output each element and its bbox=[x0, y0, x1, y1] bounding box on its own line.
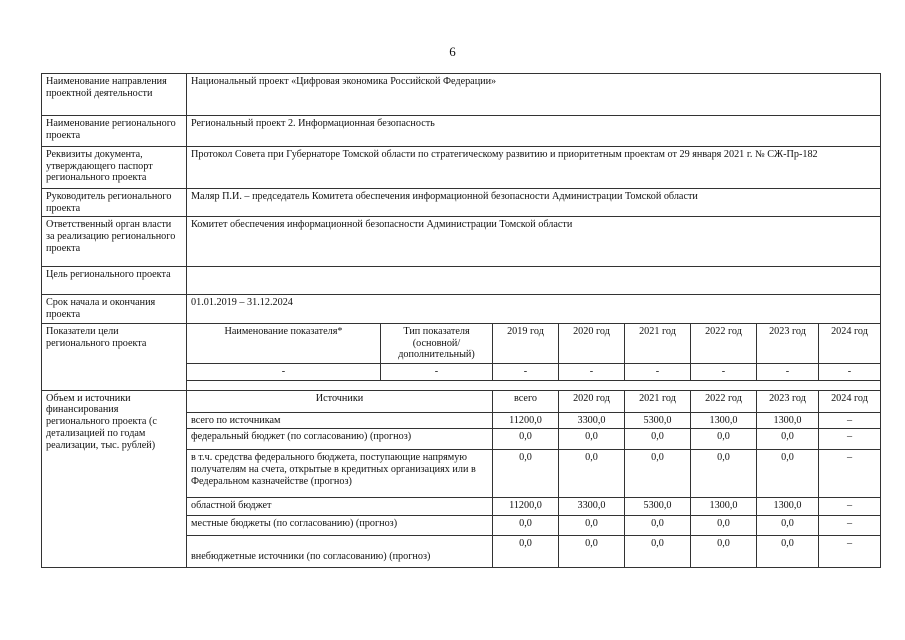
project-name-label: Наименование регионального проекта bbox=[42, 116, 187, 147]
indicators-header-row bbox=[42, 323, 881, 363]
responsible-body-label: Ответственный орган власти за реализацию регионального проекта bbox=[42, 217, 187, 267]
financing-header-2020: 2020 год bbox=[559, 390, 625, 412]
indicator-value-2019: - bbox=[493, 364, 559, 381]
financing-header-total: всего bbox=[493, 390, 559, 412]
financing-source-total: всего по источникам bbox=[187, 412, 493, 429]
indicator-header-2023: 2023 год bbox=[757, 323, 819, 363]
financing-cell: 0,0 bbox=[493, 429, 559, 450]
financing-cell: 0,0 bbox=[559, 429, 625, 450]
financing-cell: – bbox=[819, 429, 881, 450]
row-goal bbox=[42, 267, 881, 295]
head-label: Руководитель регионального проекта bbox=[42, 189, 187, 217]
financing-source-federal-direct: в т.ч. средства федерального бюджета, поступающие напрямую получателям на счета, открытые в кредитных организациях или в Федеральном казначействе (прогноз) bbox=[187, 450, 493, 498]
indicator-value-2020: - bbox=[559, 364, 625, 381]
row-direction-name bbox=[42, 74, 881, 116]
financing-cell: 0,0 bbox=[559, 536, 625, 568]
financing-cell: 0,0 bbox=[559, 450, 625, 498]
financing-cell: 0,0 bbox=[691, 429, 757, 450]
financing-cell: 0,0 bbox=[757, 450, 819, 498]
financing-cell: 0,0 bbox=[691, 536, 757, 568]
financing-cell: 0,0 bbox=[757, 429, 819, 450]
indicator-header-2019: 2019 год bbox=[493, 323, 559, 363]
financing-source-regional: областной бюджет bbox=[187, 498, 493, 516]
indicator-value-2023: - bbox=[757, 364, 819, 381]
period-label: Срок начала и окончания проекта bbox=[42, 295, 187, 323]
financing-header-2024: 2024 год bbox=[819, 390, 881, 412]
financing-source-local: местные бюджеты (по согласованию) (прогноз) bbox=[187, 516, 493, 536]
financing-cell: 0,0 bbox=[559, 516, 625, 536]
indicators-label: Показатели цели регионального проекта bbox=[42, 323, 187, 390]
indicator-value-2024: - bbox=[819, 364, 881, 381]
indicator-header-2024: 2024 год bbox=[819, 323, 881, 363]
financing-cell: 0,0 bbox=[625, 516, 691, 536]
direction-name-label: Наименование направления проектной деятельности bbox=[42, 74, 187, 116]
financing-header-sources: Источники bbox=[187, 390, 493, 412]
financing-cell: 0,0 bbox=[625, 429, 691, 450]
financing-cell: 0,0 bbox=[757, 516, 819, 536]
financing-source-federal: федеральный бюджет (по согласованию) (прогноз) bbox=[187, 429, 493, 450]
row-head bbox=[42, 189, 881, 217]
financing-cell: 5300,0 bbox=[625, 498, 691, 516]
financing-cell: 0,0 bbox=[757, 536, 819, 568]
financing-cell: 1300,0 bbox=[757, 412, 819, 429]
financing-header-2021: 2021 год bbox=[625, 390, 691, 412]
financing-cell: 1300,0 bbox=[691, 498, 757, 516]
indicators-spacer bbox=[187, 380, 881, 390]
row-document-details bbox=[42, 147, 881, 189]
document-details-label: Реквизиты документа, утверждающего паспорт регионального проекта bbox=[42, 147, 187, 189]
indicator-value-2022: - bbox=[691, 364, 757, 381]
financing-cell: – bbox=[819, 450, 881, 498]
financing-header-2023: 2023 год bbox=[757, 390, 819, 412]
document-details-value: Протокол Совета при Губернаторе Томской области по стратегическому развитию и приоритетным проектам от 29 января 2021 г. № СЖ-Пр-182 bbox=[187, 147, 881, 189]
financing-header-2022: 2022 год bbox=[691, 390, 757, 412]
financing-cell: 11200,0 bbox=[493, 412, 559, 429]
indicator-header-name: Наименование показателя* bbox=[187, 323, 381, 363]
financing-cell: 0,0 bbox=[625, 536, 691, 568]
financing-cell: – bbox=[819, 498, 881, 516]
goal-value bbox=[187, 267, 881, 295]
financing-cell: 0,0 bbox=[625, 450, 691, 498]
financing-cell: – bbox=[819, 536, 881, 568]
financing-source-extrabudgetary: внебюджетные источники (по согласованию) (прогноз) bbox=[187, 536, 493, 568]
indicator-header-2021: 2021 год bbox=[625, 323, 691, 363]
financing-header-row bbox=[42, 390, 881, 412]
financing-cell: 0,0 bbox=[493, 536, 559, 568]
page-number: 6 bbox=[449, 44, 456, 59]
indicator-value-type: - bbox=[381, 364, 493, 381]
direction-name-value: Национальный проект «Цифровая экономика Российской Федерации» bbox=[187, 74, 881, 116]
financing-cell: 11200,0 bbox=[493, 498, 559, 516]
indicator-value-name: - bbox=[187, 364, 381, 381]
financing-cell: 1300,0 bbox=[757, 498, 819, 516]
financing-cell: 5300,0 bbox=[625, 412, 691, 429]
financing-label: Объем и источники финансирования регионального проекта (с детализацией по годам реализации, тыс. рублей) bbox=[42, 390, 187, 568]
financing-cell: 1300,0 bbox=[691, 412, 757, 429]
financing-cell: – bbox=[819, 516, 881, 536]
financing-cell: 0,0 bbox=[493, 516, 559, 536]
row-responsible-body bbox=[42, 217, 881, 267]
goal-label: Цель регионального проекта bbox=[42, 267, 187, 295]
period-value: 01.01.2019 – 31.12.2024 bbox=[187, 295, 881, 323]
row-project-name bbox=[42, 116, 881, 147]
financing-cell: 0,0 bbox=[691, 450, 757, 498]
financing-cell: – bbox=[819, 412, 881, 429]
head-value: Маляр П.И. – председатель Комитета обеспечения информационной безопасности Администрации Томской области bbox=[187, 189, 881, 217]
financing-cell: 3300,0 bbox=[559, 498, 625, 516]
project-name-value: Региональный проект 2. Информационная безопасность bbox=[187, 116, 881, 147]
financing-cell: 0,0 bbox=[493, 450, 559, 498]
responsible-body-value: Комитет обеспечения информационной безопасности Администрации Томской области bbox=[187, 217, 881, 267]
indicator-header-2022: 2022 год bbox=[691, 323, 757, 363]
project-passport-table bbox=[41, 73, 881, 568]
financing-cell: 0,0 bbox=[691, 516, 757, 536]
financing-cell: 3300,0 bbox=[559, 412, 625, 429]
indicator-header-type: Тип показателя (основной/ дополнительный) bbox=[381, 323, 493, 363]
row-period bbox=[42, 295, 881, 323]
indicator-value-2021: - bbox=[625, 364, 691, 381]
indicator-header-2020: 2020 год bbox=[559, 323, 625, 363]
